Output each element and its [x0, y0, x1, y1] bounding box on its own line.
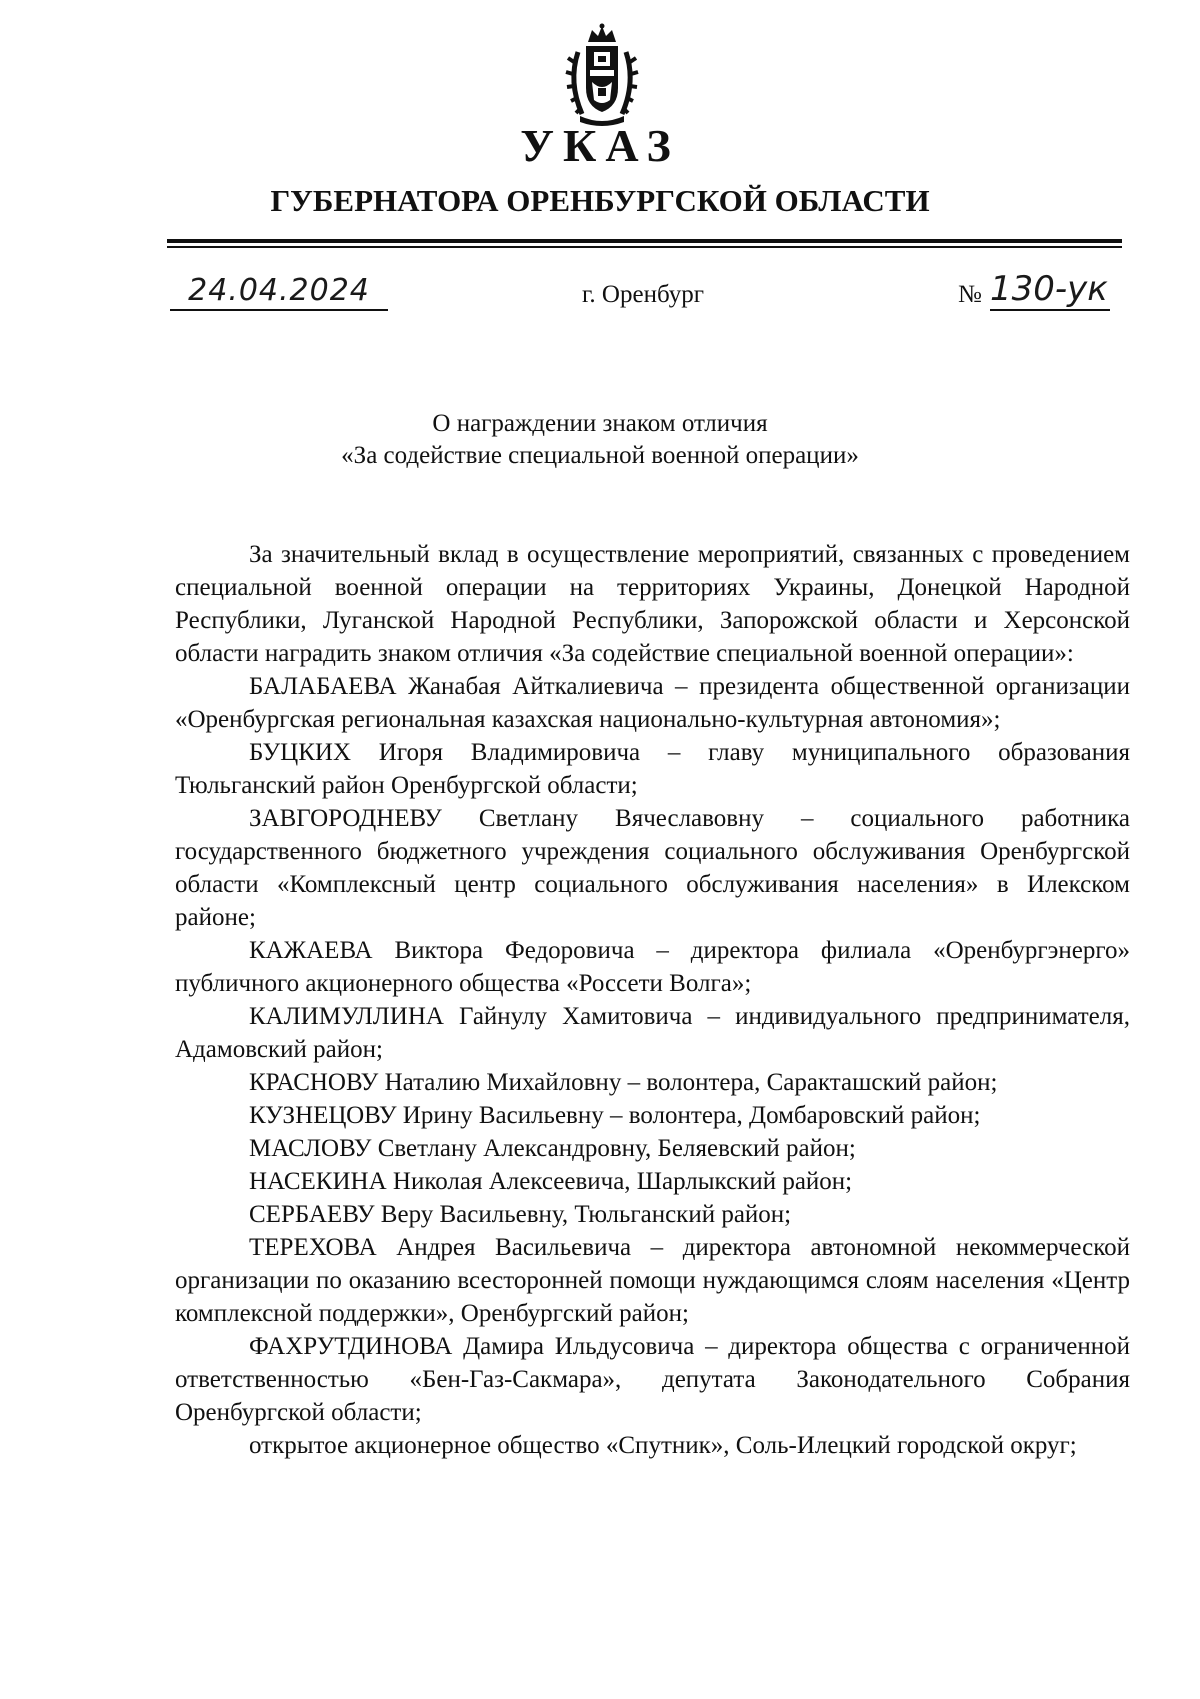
number-sign: №: [958, 281, 982, 308]
award-entry: ТЕРЕХОВА Андрея Васильевича – директора автономной некоммерческой организации по оказанию всесторонней помощи нуждающимся слоям населения «Центр комплексной поддержки», Оренбургский район;: [175, 1234, 1130, 1327]
award-entry: ФАХРУТДИНОВА Дамира Ильдусовича – директора общества с ограниченной ответственностью «Бен-Газ-Сакмара», депутата Законодательного Собрания Оренбургской области;: [175, 1333, 1130, 1426]
header-divider-thin: [167, 246, 1122, 248]
date-underline: [170, 309, 388, 311]
heading-line-1: О награждении знаком отличия: [432, 410, 768, 437]
decree-number: 130-ук: [990, 269, 1108, 309]
orenburg-coat-of-arms-icon: [564, 22, 640, 128]
award-entry: КУЗНЕЦОВУ Ирину Васильевну – волонтера, Домбаровский район;: [249, 1102, 981, 1129]
decree-date: 24.04.2024: [188, 273, 370, 308]
award-entry: СЕРБАЕВУ Веру Васильевну, Тюльганский район;: [249, 1201, 792, 1228]
decree-heading: [0, 408, 1200, 472]
decree-body: [175, 538, 1130, 1462]
award-entry: открытое акционерное общество «Спутник», Соль-Илецкий городской округ;: [249, 1432, 1077, 1459]
document-subtitle: ГУБЕРНАТОРА ОРЕНБУРГСКОЙ ОБЛАСТИ: [270, 183, 930, 218]
award-entry: БАЛАБАЕВА Жанабая Айткалиевича – президента общественной организации «Оренбургская региональная казахская национально-культурная автономия»;: [175, 673, 1130, 733]
document-title: УКАЗ: [520, 120, 680, 171]
award-entry: ЗАВГОРОДНЕВУ Светлану Вячеславовну – социального работника государственного бюджетного учреждения социального обслуживания Оренбургской области «Комплексный центр социального обслуживания населения» в Илекском районе;: [175, 805, 1130, 931]
award-entry: НАСЕКИНА Николая Алексеевича, Шарлыкский район;: [249, 1168, 853, 1195]
award-entry: КАЛИМУЛЛИНА Гайнулу Хамитовича – индивидуального предпринимателя, Адамовский район;: [175, 1003, 1130, 1063]
award-entry: БУЦКИХ Игоря Владимировича – главу муниципального образования Тюльганский район Оренбургской области;: [175, 739, 1130, 799]
heading-line-2: «За содействие специальной военной операции»: [341, 442, 859, 469]
award-entry: КРАСНОВУ Наталию Михайловну – волонтера, Саракташский район;: [249, 1069, 998, 1096]
number-underline: [990, 309, 1110, 311]
decree-city: г. Оренбург: [582, 281, 704, 308]
award-entry: КАЖАЕВА Виктора Федоровича – директора филиала «Оренбургэнерго» публичного акционерного общества «Россети Волга»;: [175, 937, 1130, 997]
body-paragraph: За значительный вклад в осуществление мероприятий, связанных с проведением специальной военной операции на территориях Украины, Донецкой Народной Республики, Луганской Народной Республики, Запорожской области и Херсонской области наградить знаком отличия «За содействие специальной военной операции»:: [175, 541, 1130, 667]
header-divider-thick: [167, 239, 1122, 243]
award-entry: МАСЛОВУ Светлану Александровну, Беляевский район;: [249, 1135, 856, 1162]
